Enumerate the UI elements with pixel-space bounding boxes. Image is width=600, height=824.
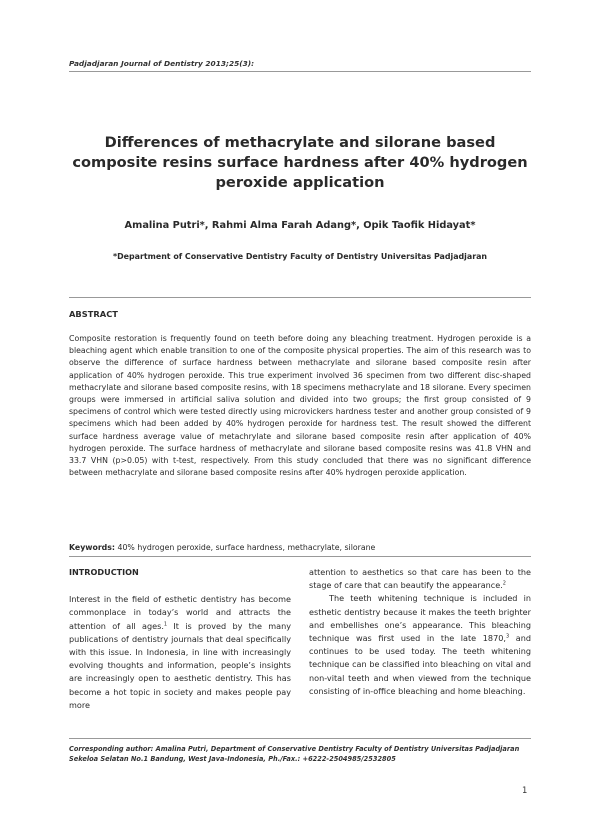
keywords-label: Keywords: (69, 543, 116, 552)
keywords-line (69, 543, 531, 552)
page-number: 1 (522, 785, 528, 795)
introduction-heading: INTRODUCTION (69, 567, 139, 577)
intro-paragraph-continued: attention to aesthetics so that care has been to the stage of care that can beautify the appearance.$^2$ (309, 567, 531, 591)
left-column (69, 566, 291, 712)
keywords-rule (69, 556, 531, 557)
right-column (309, 566, 531, 698)
citation-1: 1 (163, 620, 168, 627)
running-header: Padjadjaran Journal of Dentistry 2013;25(3): (69, 59, 255, 68)
intro-paragraph-2: The teeth whitening technique is included in esthetic dentistry because it makes the teeth brighter and embellishes one’s appearance. This bleaching technique was first used in the late 1870,$^3$ and continues to be used today. The teeth whitening technique can be classified into bleaching on vital and non-vital teeth and when viewed from the technique consisting of in-office bleaching and home bleaching. (309, 593, 531, 696)
author-list: Amalina Putri*, Rahmi Alma Farah Adang*, Opik Taofik Hidayat* (124, 220, 476, 231)
keywords-text: 40% hydrogen peroxide, surface hardness, methacrylate, silorane (115, 543, 376, 552)
footnote-rule (69, 738, 531, 739)
abstract-top-rule (69, 297, 531, 298)
abstract-body: Composite restoration is frequently found on teeth before doing any bleaching treatment. Hydrogen peroxide is a bleaching agent which enable transition to one of the composite physical properties. The aim of this research was to observe the difference of surface hardness between methacrylate and silorane based composite resin after application of 40% hydrogen peroxide. This true experiment involved 36 specimen from two different disc-shaped methacrylate and silorane based composite resins, with 18 specimens methacrylate and 18 silorane. Every specimen groups were immersed in artificial saliva solution and divided into two groups; the first group consisted of 9 specimens of control which were tested directly using microvickers hardness tester and another group consisted of 9 specimens which had been added by 40% hydrogen peroxide for hardness test. The result showed the different surface hardness average value of metachrylate and silorane based composite resin after application of 40% hydrogen peroxide. The surface hardness of methacrylate and silorane based composite resins was 41.8 VHN and 33.7 VHN (p>0.05) with t-test, respectively. From this study concluded that there was no significant difference between methacrylate and silorane based composite resins after 40% hydrogen peroxide application. (69, 334, 531, 478)
abstract-heading: ABSTRACT (69, 309, 118, 319)
header-rule (69, 71, 531, 72)
corresponding-author-footnote: Corresponding author: Amalina Putri, Department of Conservative Dentistry Faculty of Dentistry Universitas Padjadjaran Sekeloa Selatan No.1 Bandung, West Java-Indonesia, Ph./Fax.: +6222-2504985/2532805 (69, 745, 520, 763)
article-title: Differences of methacrylate and silorane based composite resins surface hardness after 40% hydrogen peroxide application (72, 134, 528, 191)
author-affiliation: *Department of Conservative Dentistry Faculty of Dentistry Universitas Padjadjaran (112, 252, 488, 261)
intro-paragraph-1: Interest in the field of esthetic dentistry has become commonplace in today’s world and attracts the attention of all ages.$^1$ It is proved by the many publications of dentistry journals that deal specifically with this issue. In Indonesia, in line with increasingly evolving thoughts and information, people’s insights are increasingly open to aesthetic dentistry. This has become a hot topic in society and makes people pay more (69, 594, 291, 710)
citation-3: 3 (505, 633, 510, 640)
citation-2: 2 (502, 580, 506, 587)
